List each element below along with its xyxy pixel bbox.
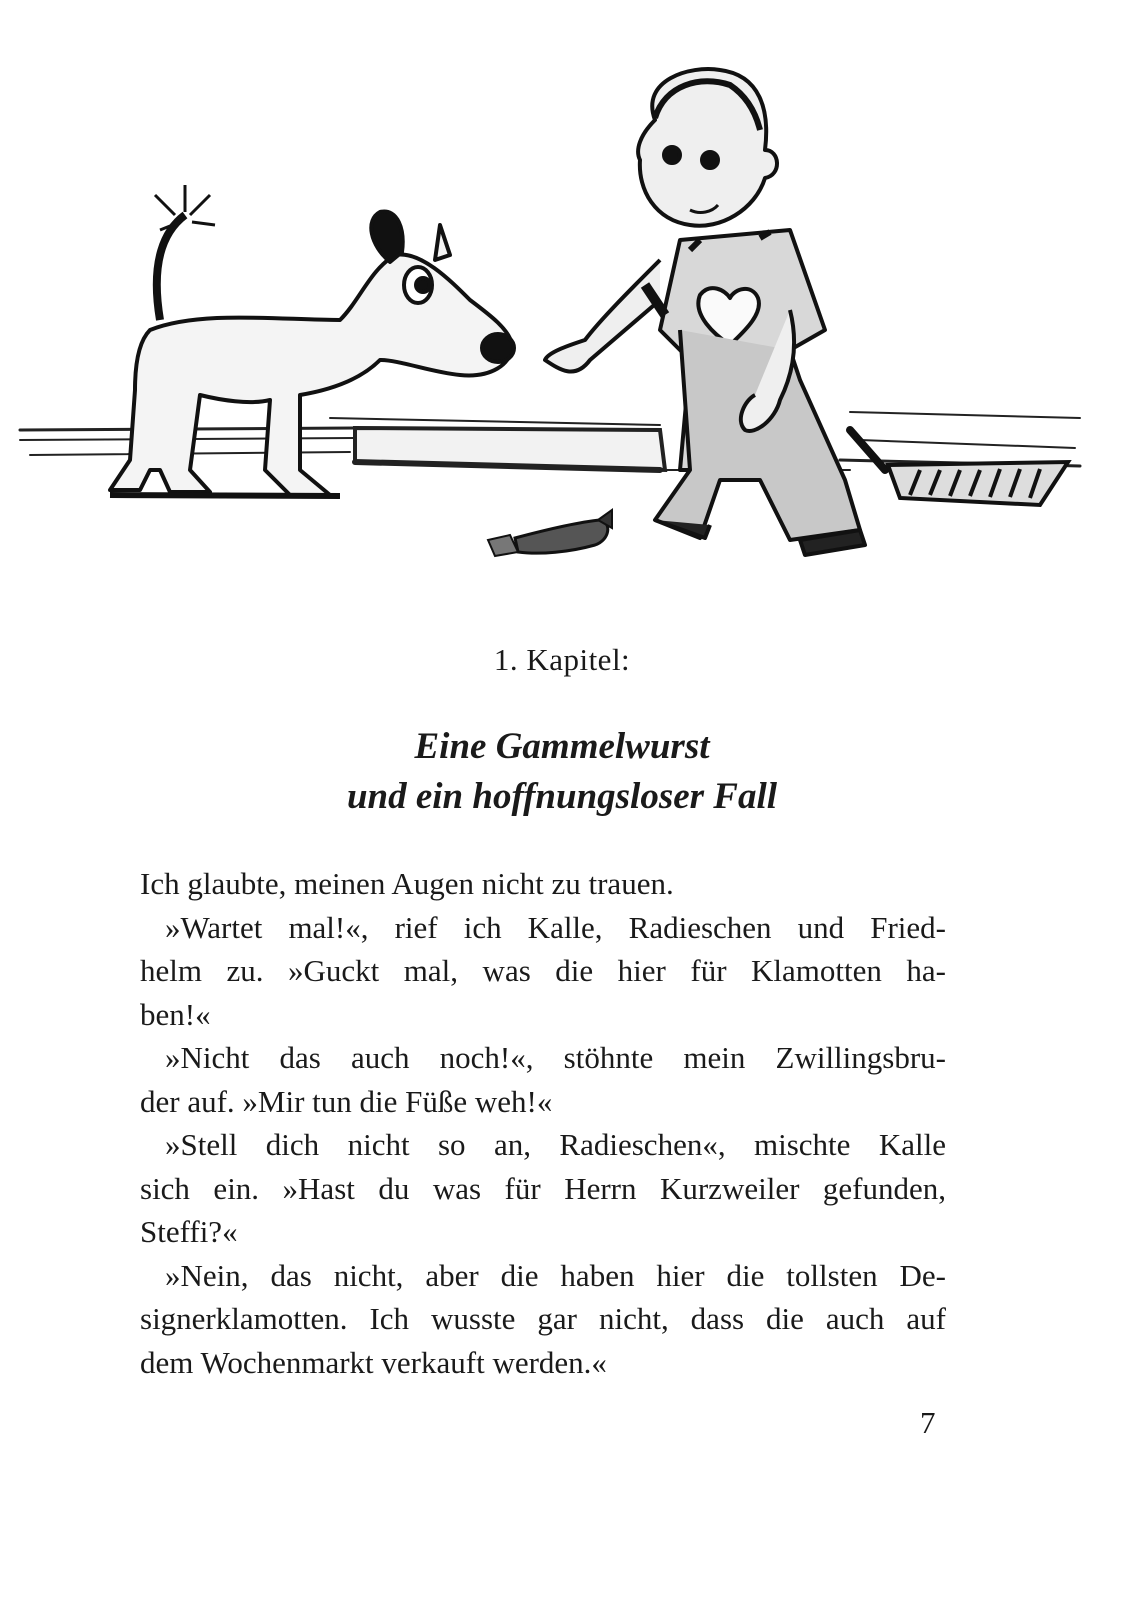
body-text: [140, 862, 946, 1384]
page-number: 7: [920, 1405, 936, 1440]
text-line: helm zu. »Guckt mal, was die hier für Klamotten ha-: [140, 953, 946, 988]
text-line: »Wartet mal!«, rief ich Kalle, Radieschen und Fried-: [165, 909, 946, 945]
chapter-illustration: [0, 0, 1124, 610]
chapter-title-line-1: Eine Gammelwurst: [414, 726, 710, 767]
text-line: Steffi?«: [140, 1214, 238, 1249]
text-line: »Stell dich nicht so an, Radieschen«, mischte Kalle: [165, 1127, 946, 1162]
text-line: dem Wochenmarkt verkauft werden.«: [140, 1344, 607, 1380]
text-line: sich ein. »Hast du was für Herrn Kurzweiler gefunden,: [140, 1170, 946, 1206]
text-line: »Nein, das nicht, aber die haben hier die tollsten De-: [165, 1257, 946, 1293]
text-line: »Nicht das auch noch!«, stöhnte mein Zwillingsbru-: [165, 1040, 946, 1075]
boy-figure: [545, 69, 865, 555]
text-line: der auf. »Mir tun die Füße weh!«: [140, 1083, 553, 1119]
text-line: ben!«: [140, 996, 211, 1032]
sausage: [488, 510, 612, 556]
text-line: signerklamotten. Ich wusste gar nicht, dass die auch auf: [140, 1301, 946, 1336]
chapter-title-line-2: und ein hoffnungsloser Fall: [346, 776, 778, 817]
chapter-label: 1. Kapitel:: [493, 642, 631, 677]
text-line: Ich glaubte, meinen Augen nicht zu trauen.: [140, 866, 674, 901]
drain-grate: [888, 462, 1068, 505]
chapter-title: [0, 722, 1124, 822]
